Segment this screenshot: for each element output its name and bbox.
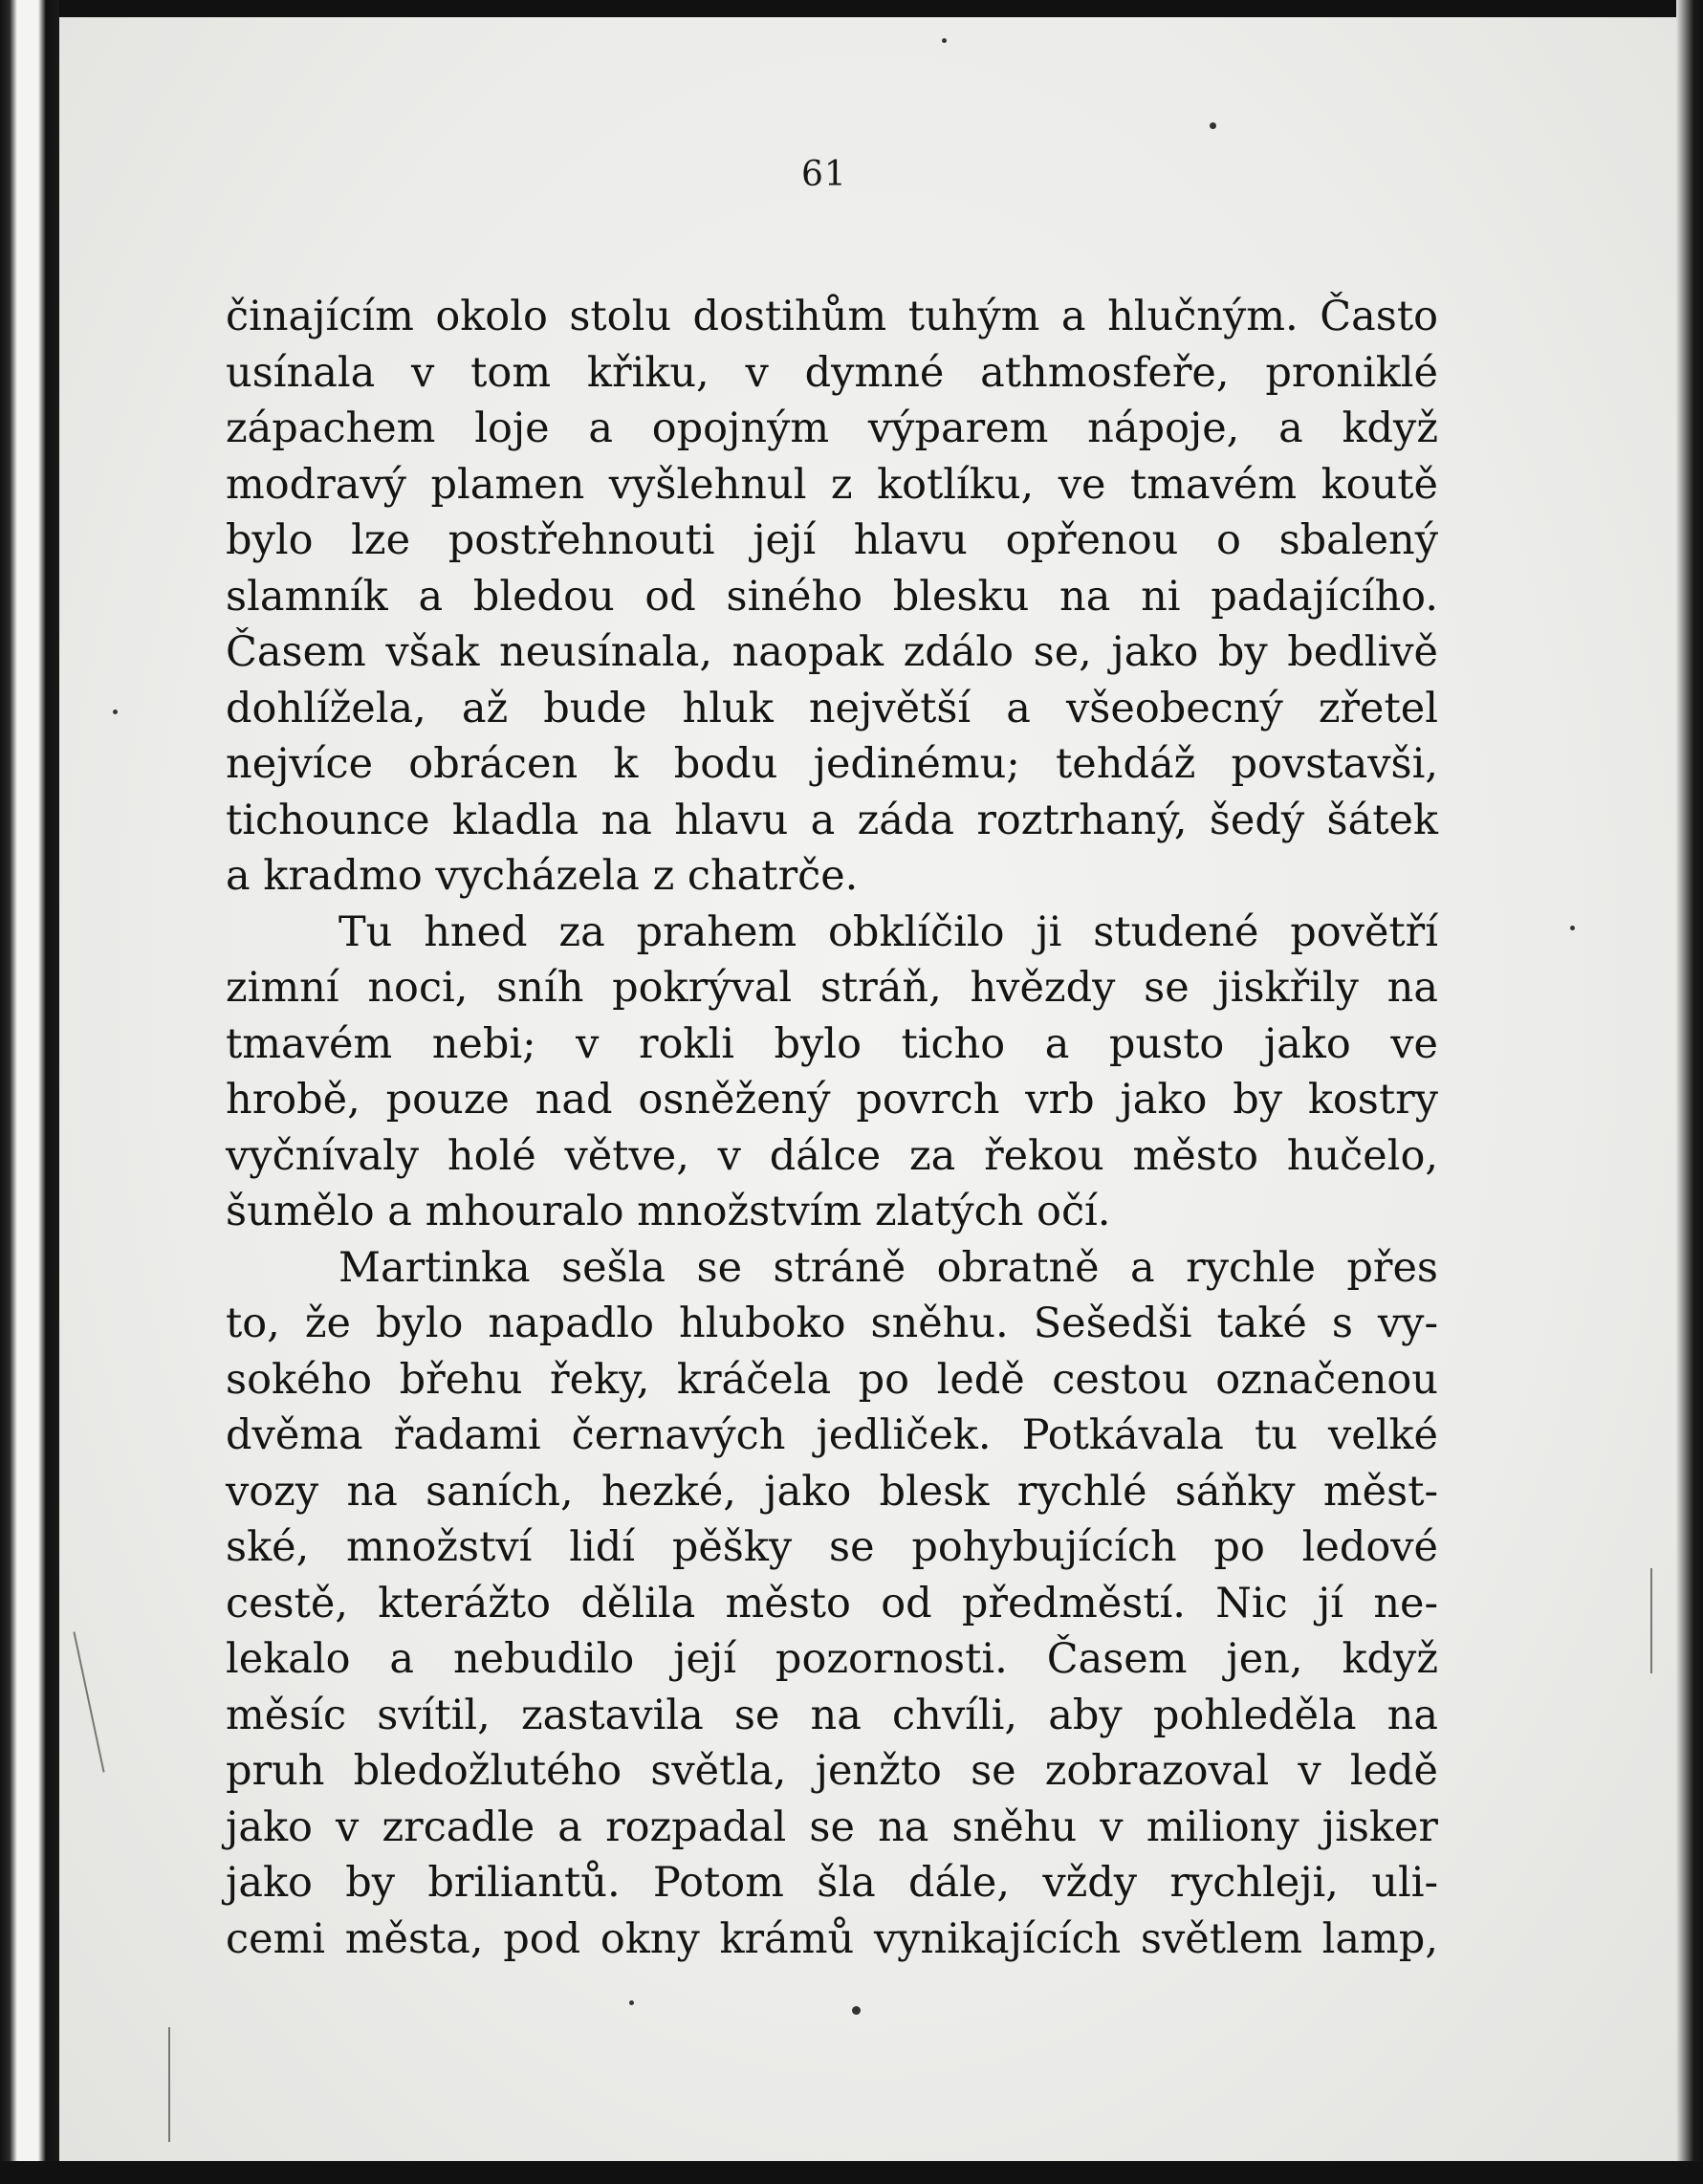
scan-scratch — [168, 2027, 170, 2142]
text-line: tmavém nebi; v rokli bylo ticho a pusto jako ve — [226, 1019, 1438, 1068]
text-line: pruh bledožlutého světla, jenžto se zobrazoval v ledě — [226, 1747, 1438, 1795]
text-line: vozy na saních, hezké, jako blesk rychlé sáňky měst- — [226, 1467, 1438, 1516]
scan-speck — [852, 2006, 861, 2015]
text-line: zápachem loje a opojným výparem nápoje, a když — [226, 404, 1438, 452]
text-line: cemi města, pod okny krámů vynikajících světlem lamp, — [226, 1914, 1438, 1963]
text-line: vyčnívaly holé větve, v dálce za řekou město hučelo, — [226, 1131, 1438, 1180]
text-line: cestě, kterážto dělila město od předměstí. Nic jí ne- — [226, 1579, 1438, 1627]
text-line: měsíc svítil, zastavila se na chvíli, aby pohleděla na — [226, 1691, 1438, 1739]
text-line: a kradmo vycházela z chatrče. — [226, 852, 859, 900]
scan-left-border — [0, 0, 59, 2184]
scan-top-border — [0, 0, 1703, 17]
text-line: jako by briliantů. Potom šla dále, vždy rychleji, uli- — [226, 1859, 1438, 1907]
text-line: šumělo a mhouralo množstvím zlatých očí. — [226, 1188, 1111, 1235]
text-line: jako v zrcadle a rozpadal se na sněhu v miliony jisker — [226, 1802, 1438, 1851]
scan-speck — [1570, 926, 1575, 930]
text-line: Časem však neusínala, naopak zdálo se, jako by bedlivě — [226, 628, 1438, 676]
text-line: Tu hned za prahem obklíčilo ji studené povětří — [338, 907, 1438, 956]
text-line: dohlížela, až bude hluk největší a všeobecný zřetel — [226, 684, 1438, 732]
text-line: modravý plamen vyšlehnul z kotlíku, ve tmavém koutě — [226, 460, 1438, 509]
text-line: to, že bylo napadlo hluboko sněhu. Sešedši také s vy- — [226, 1299, 1438, 1347]
scan-right-border — [1676, 0, 1703, 2184]
scan-bottom-border — [0, 2161, 1703, 2184]
text-line: ské, množství lidí pěšky se pohybujících po ledové — [226, 1523, 1438, 1571]
scan-speck — [942, 38, 947, 43]
text-line: lekalo a nebudilo její pozornosti. Časem jen, když — [226, 1635, 1438, 1683]
scan-speck — [629, 2000, 634, 2005]
scan-speck — [113, 710, 118, 714]
text-line: tichounce kladla na hlavu a záda roztrhaný, šedý šátek — [226, 796, 1438, 844]
text-line: Martinka sešla se stráně obratně a rychle přes — [338, 1243, 1438, 1292]
scan-speck — [1210, 122, 1216, 129]
text-line: nejvíce obrácen k bodu jedinému; tehdáž povstavši, — [226, 740, 1438, 788]
text-line: slamník a bledou od siného blesku na ni padajícího. — [226, 572, 1438, 621]
text-line: sokého břehu řeky, kráčela po ledě cestou označenou — [226, 1355, 1438, 1404]
text-line: dvěma řadami černavých jedliček. Potkávala tu velké — [226, 1411, 1438, 1459]
scan-scratch — [1650, 1568, 1652, 1673]
text-line: činajícím okolo stolu dostihům tuhým a hlučným. Často — [226, 293, 1438, 340]
page-number: 61 — [801, 155, 847, 194]
text-line: bylo lze postřehnouti její hlavu opřenou o sbalený — [226, 516, 1438, 564]
text-line: zimní noci, sníh pokrýval stráň, hvězdy se jiskřily na — [226, 964, 1438, 1012]
body-text — [226, 289, 1438, 1967]
text-line: hrobě, pouze nad osněžený povrch vrb jako by kostry — [226, 1076, 1438, 1124]
text-line: usínala v tom křiku, v dymné athmosfeře, proniklé — [226, 348, 1438, 397]
